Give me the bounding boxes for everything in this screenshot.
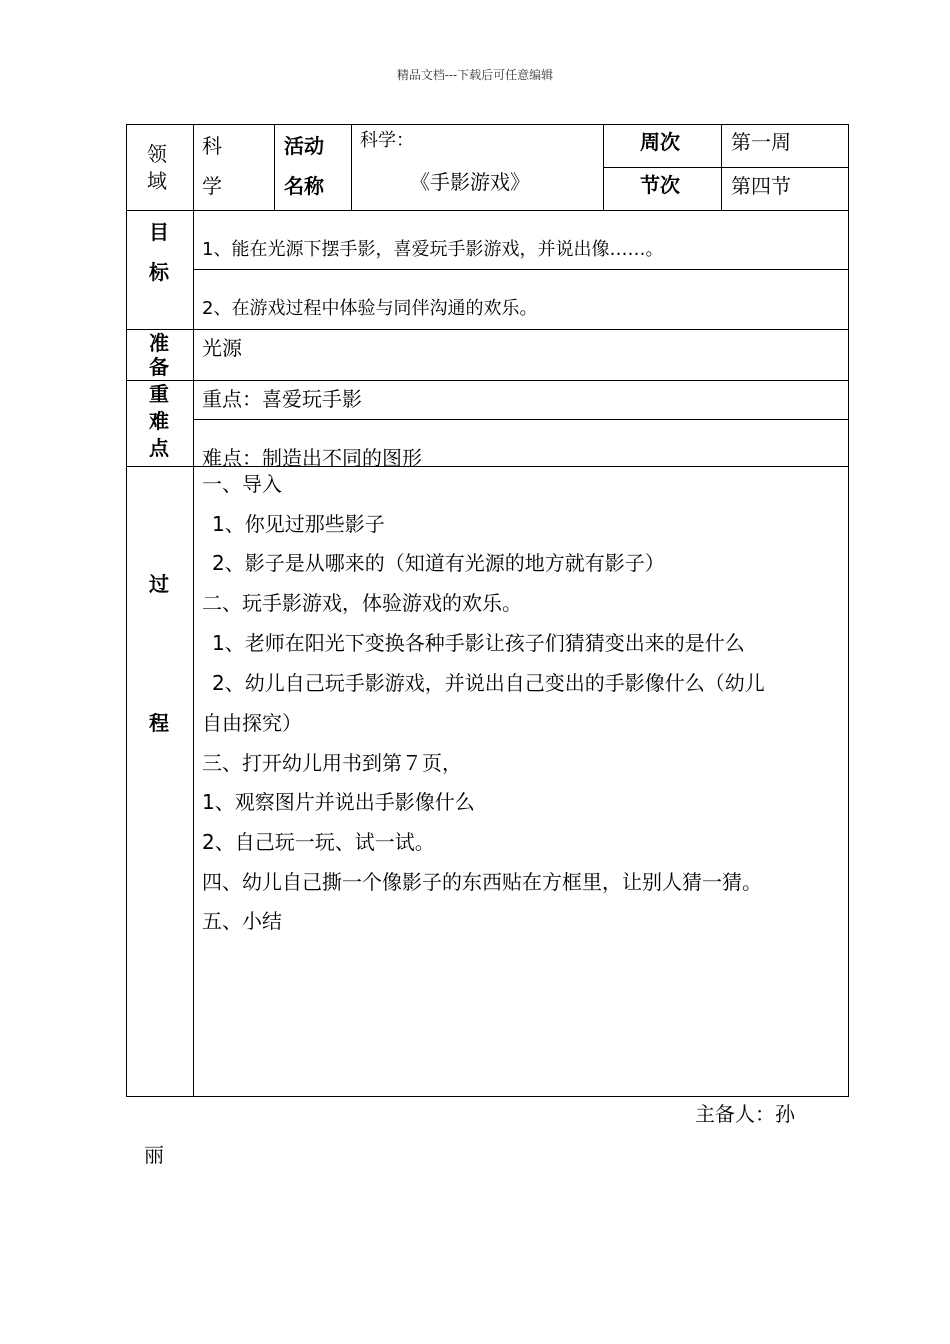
domain-label: 领域 xyxy=(147,142,167,193)
process-line-8: 三、打开幼儿用书到第７页， xyxy=(202,751,462,775)
keypoints-label: 重难点 xyxy=(149,382,169,460)
process-line-6: 2、幼儿自己玩手影游戏，并说出自己变出的手影像什么（幼儿 xyxy=(212,671,765,695)
activity-title: 《手影游戏》 xyxy=(410,170,530,194)
session-label: 节次 xyxy=(640,173,680,197)
process-label-bottom: 程 xyxy=(149,711,169,735)
prep-value: 光源 xyxy=(202,336,242,360)
goal-item-1: 1、能在光源下摆手影，喜爱玩手影游戏，并说出像……。 xyxy=(202,239,664,260)
week-value: 第一周 xyxy=(731,130,791,154)
process-label-top: 过 xyxy=(149,572,169,596)
process-line-5: 1、老师在阳光下变换各种手影让孩子们猜猜变出来的是什么 xyxy=(212,631,745,655)
session-value: 第四节 xyxy=(731,174,791,198)
prep-label: 准备 xyxy=(149,331,169,379)
process-line-1: 一、导入 xyxy=(202,472,282,496)
difficult-point: 难点：制造出不同的图形 xyxy=(202,446,422,470)
process-line-12: 五、小结 xyxy=(202,909,282,933)
process-line-3: 2、影子是从哪来的（知道有光源的地方就有影子） xyxy=(212,551,665,575)
process-line-7: 自由探究） xyxy=(202,711,302,735)
preparer-line-2: 丽 xyxy=(144,1143,164,1167)
process-line-2: 1、你见过那些影子 xyxy=(212,512,385,536)
preparer-line-1: 主备人：孙 xyxy=(695,1102,795,1126)
header-note: 精品文档---下载后可任意编辑 xyxy=(396,68,554,82)
process-line-10: 2、自己玩一玩、试一试。 xyxy=(202,830,435,854)
goal-item-2: 2、在游戏过程中体验与同伴沟通的欢乐。 xyxy=(202,298,538,319)
goals-label: 目标 xyxy=(149,220,169,284)
week-label: 周次 xyxy=(640,130,680,154)
process-line-9: 1、观察图片并说出手影像什么 xyxy=(202,790,475,814)
domain-value: 科学 xyxy=(202,134,222,198)
process-line-11: 四、幼儿自己撕一个像影子的东西贴在方框里，让别人猜一猜。 xyxy=(202,870,762,894)
activity-subject: 科学： xyxy=(360,130,414,151)
activity-name-label: 活动名称 xyxy=(284,134,324,198)
key-point: 重点：喜爱玩手影 xyxy=(202,387,362,411)
process-line-4: 二、玩手影游戏，体验游戏的欢乐。 xyxy=(202,591,522,615)
